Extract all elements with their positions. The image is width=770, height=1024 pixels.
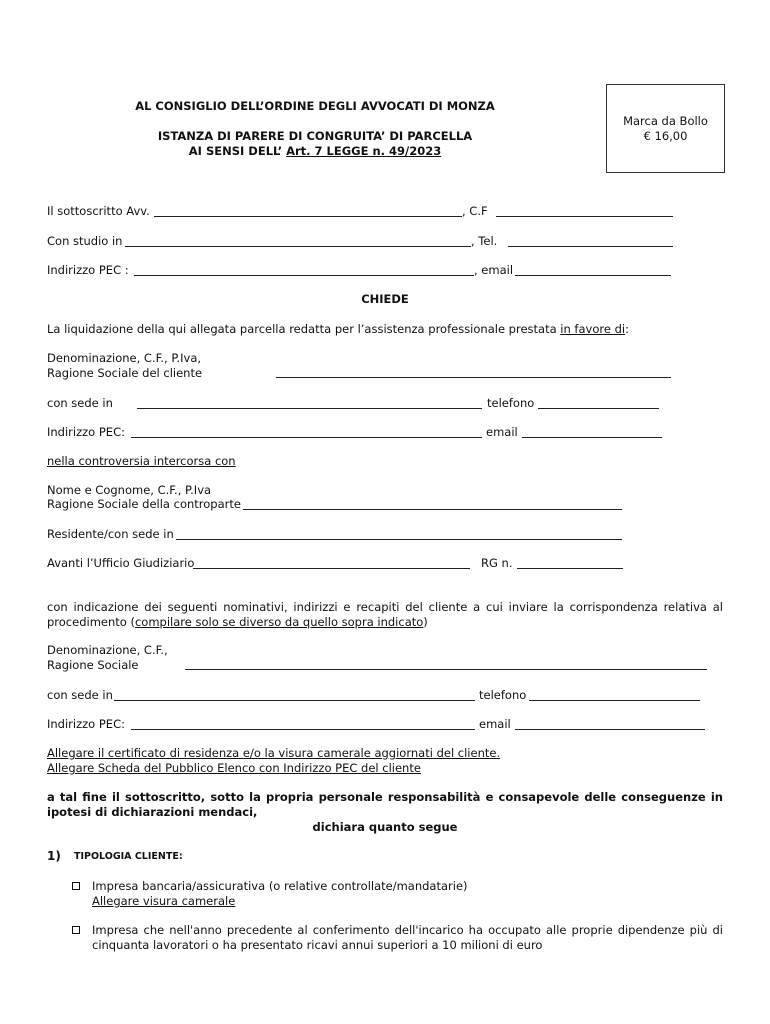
client-sede-field[interactable] (137, 408, 482, 409)
revenue-stamp-box (606, 84, 725, 173)
corr-pec-label: Indirizzo PEC: (47, 717, 125, 731)
counterparty-residence-field[interactable] (176, 539, 622, 540)
request-intro-suffix: : (625, 322, 629, 336)
option-bank-note: Allegare visura camerale (92, 894, 236, 908)
applicant-name-field[interactable] (154, 216, 462, 217)
legal-reference (60, 144, 570, 158)
client-telefono-label: telefono (487, 396, 535, 410)
controversy-label: nella controversia intercorsa con (47, 454, 236, 468)
client-sede-label: con sede in (47, 396, 113, 410)
studio-field[interactable] (125, 246, 471, 247)
tel-field[interactable] (508, 246, 673, 247)
counterparty-name-field[interactable] (243, 509, 622, 510)
applicant-name-label: Il sottoscritto Avv. (47, 204, 150, 218)
client-pec-label: Indirizzo PEC: (47, 425, 125, 439)
section-number: 1) (47, 849, 61, 863)
client-pec-field[interactable] (131, 437, 482, 438)
studio-label: Con studio in (47, 234, 123, 248)
option-large-company-checkbox[interactable] (72, 926, 80, 934)
rg-number-label: RG n. (481, 556, 513, 570)
request-intro (47, 322, 629, 336)
option-bank-label: Impresa bancaria/assicurativa (o relative controllate/mandatarie) (92, 879, 468, 893)
applicant-cf-field[interactable] (496, 216, 673, 217)
section-title-colon: : (178, 851, 183, 862)
client-email-label: email (486, 425, 518, 439)
client-denomination-field[interactable] (276, 377, 671, 378)
correspondence-underlined: compilare solo se diverso da quello sopra indicato (134, 615, 424, 629)
corr-sede-field[interactable] (114, 700, 475, 701)
counterparty-residence-label: Residente/con sede in (47, 527, 174, 541)
tel-label: , Tel. (471, 234, 498, 248)
applicant-email-label: , email (474, 263, 514, 277)
chiede-heading: CHIEDE (361, 292, 409, 306)
attachment-note-pec: Allegare Scheda del Pubblico Elenco con Indirizzo PEC del cliente (47, 761, 421, 775)
corr-denomination-label: Denominazione, C.F., (47, 643, 168, 657)
attachment-note-residence: Allegare il certificato di residenza e/o la visura camerale aggiornati del cliente. (47, 746, 501, 760)
correspondence-text: con indicazione dei seguenti nominativi, indirizzi e recapiti del cliente a cui inviare la corrispondenza relativa al procedimento ( (47, 600, 723, 629)
client-denomination-label: Denominazione, C.F., P.Iva, (47, 351, 202, 365)
declaration-heading: dichiara quanto segue (312, 820, 458, 834)
stamp-label: Marca da Bollo (623, 114, 708, 128)
legal-reference-prefix: AI SENSI DELL’ (188, 144, 287, 158)
option-large-company-label: Impresa che nell'anno precedente al conferimento dell'incarico ha occupato alle proprie dipendenze più di cinquanta lavoratori o ha presentato ricavi annui superiori a 10 milioni di euro (92, 923, 723, 952)
correspondence-suffix: ) (423, 615, 428, 629)
applicant-cf-label: , C.F (462, 204, 488, 218)
applicant-email-field[interactable] (515, 275, 671, 276)
corr-telefono-field[interactable] (529, 700, 700, 701)
stamp-amount: € 16,00 (643, 129, 688, 143)
section-title-text: TIPOLOGIA CLIENTE (74, 851, 179, 862)
document-title: ISTANZA DI PARERE DI CONGRUITA’ DI PARCELLA (157, 129, 473, 143)
corr-pec-field[interactable] (131, 729, 475, 730)
client-telefono-field[interactable] (538, 408, 659, 409)
law-article-link: Art. 7 LEGGE n. 49/2023 (286, 144, 442, 158)
applicant-pec-label: Indirizzo PEC : (47, 263, 129, 277)
corr-email-field[interactable] (515, 729, 705, 730)
addressee-heading: AL CONSIGLIO DELL’ORDINE DEGLI AVVOCATI DI MONZA (135, 99, 495, 113)
rg-number-field[interactable] (517, 568, 623, 569)
corr-email-label: email (479, 717, 511, 731)
correspondence-paragraph (47, 600, 723, 630)
client-email-field[interactable] (522, 437, 662, 438)
judicial-office-field[interactable] (193, 568, 470, 569)
option-bank-checkbox[interactable] (72, 882, 80, 890)
client-ragione-sociale-label: Ragione Sociale del cliente (47, 366, 203, 380)
request-intro-text: La liquidazione della qui allegata parcella redatta per l’assistenza professionale prestata (47, 322, 561, 336)
section-title (74, 851, 183, 862)
corr-sede-label: con sede in (47, 688, 113, 702)
counterparty-ragione-label: Ragione Sociale della controparte (47, 497, 241, 511)
corr-telefono-label: telefono (479, 688, 527, 702)
counterparty-name-label: Nome e Cognome, C.F., P.Iva (47, 483, 212, 497)
declaration-paragraph: a tal fine il sottoscritto, sotto la propria personale responsabilità e consapevole delle conseguenze in ipotesi di dichiarazioni mendaci, (47, 790, 723, 819)
judicial-office-label: Avanti l’Ufficio Giudiziario (47, 556, 195, 570)
applicant-pec-field[interactable] (134, 275, 474, 276)
corr-ragione-label: Ragione Sociale (47, 658, 139, 672)
request-intro-underlined: in favore di (560, 322, 626, 336)
corr-denomination-field[interactable] (185, 669, 707, 670)
